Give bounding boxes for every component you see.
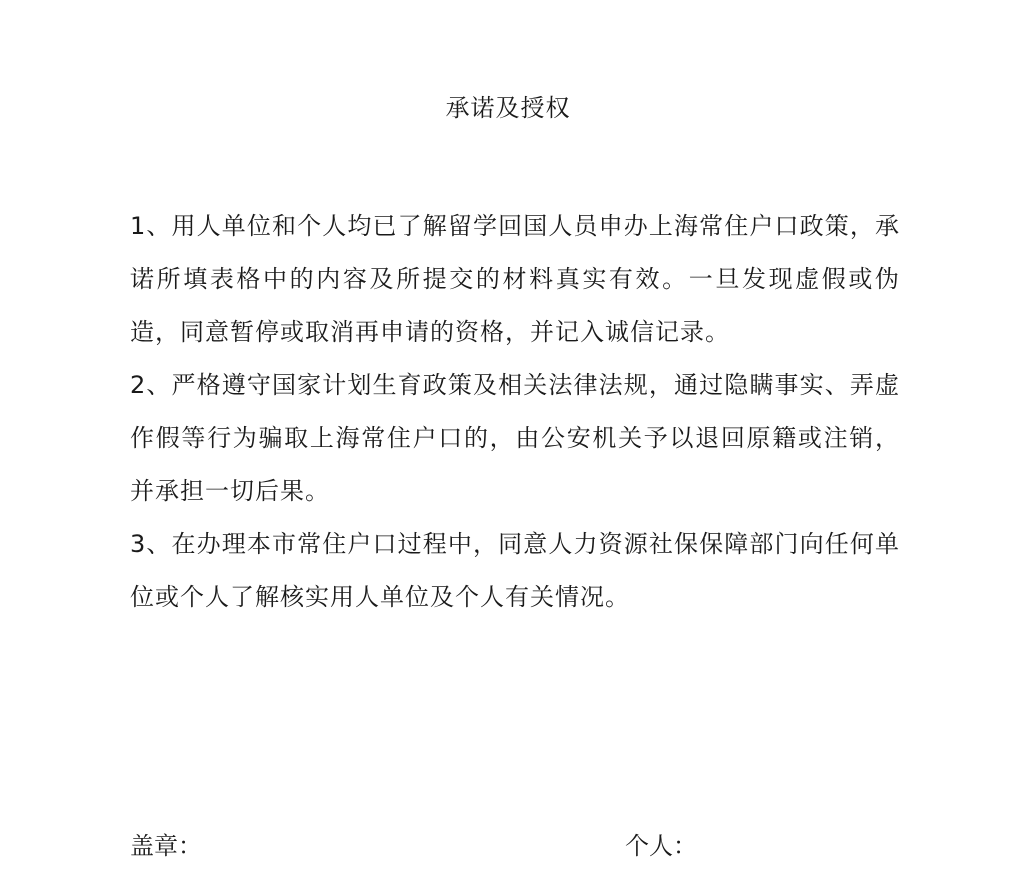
clause-2: 2、严格遵守国家计划生育政策及相关法律法规，通过隐瞒事实、弄虚作假等行为骗取上海常住户口的，由公安机关予以退回原籍或注销，并承担一切后果。 [130, 371, 900, 505]
clause-3: 3、在办理本市常住户口过程中，同意人力资源社保保障部门向任何单位或个人了解核实用人单位及个人有关情况。 [130, 530, 900, 611]
clause-1: 1、用人单位和个人均已了解留学回国人员申办上海常住户口政策，承诺所填表格中的内容及所提交的材料真实有效。一旦发现虚假或伪造，同意暂停或取消再申请的资格，并记入诚信记录。 [130, 212, 900, 346]
seal-label: 盖章： [130, 832, 202, 860]
document-title: 承诺及授权 [445, 94, 571, 122]
signature-row [0, 828, 1016, 864]
clause-list [130, 200, 900, 624]
personal-signature-label: 个人： [625, 832, 697, 860]
